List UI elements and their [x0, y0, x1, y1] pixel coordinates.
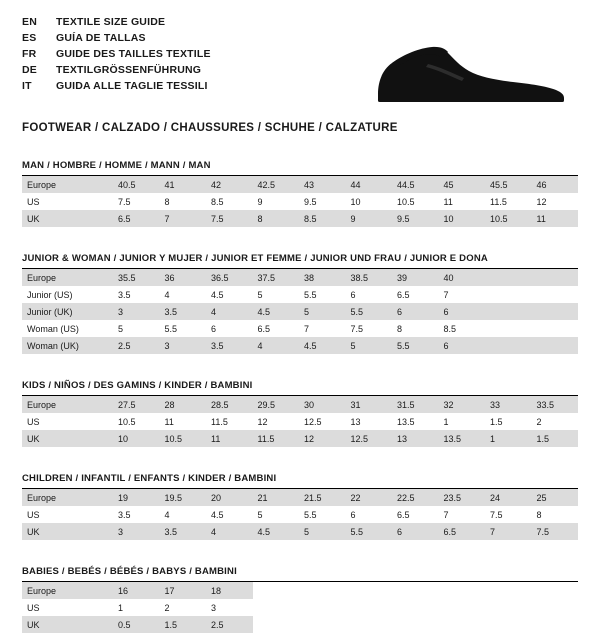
size-cell: 46 [532, 176, 579, 193]
size-cell: 7 [304, 323, 310, 334]
size-cell: 7 [485, 523, 532, 540]
size-cell: 12.5 [304, 416, 322, 427]
size-cell [532, 337, 579, 354]
size-cell: 4.5 [253, 523, 300, 540]
language-title: GUIDE DES TAILLES TEXTILE [56, 48, 211, 60]
size-cell: 29.5 [253, 396, 300, 413]
size-cell: 0.5 [113, 616, 160, 633]
section-title: BABIES / BEBÉS / BÉBÉS / BABYS / BAMBINI [22, 566, 578, 582]
size-cell: 8.5 [443, 323, 457, 334]
size-cell: 37.5 [253, 269, 300, 286]
language-row [22, 48, 211, 64]
size-cell: 25 [532, 489, 579, 506]
size-cell [346, 616, 393, 633]
size-cell: 3.5 [118, 509, 131, 520]
size-cell: 3 [113, 523, 160, 540]
dress-shoe-icon [368, 38, 568, 110]
section-children [22, 473, 578, 540]
size-cell [299, 616, 346, 633]
size-cell: 5 [346, 337, 393, 354]
size-cell: 19.5 [160, 489, 207, 506]
table-row [22, 396, 578, 413]
size-cell: 4 [164, 509, 170, 520]
size-cell: 10 [350, 196, 361, 207]
size-cell: 32 [439, 396, 486, 413]
size-cell [485, 320, 532, 337]
size-cell: 12 [257, 416, 268, 427]
row-label: UK [22, 616, 113, 633]
size-cell: 4 [206, 303, 253, 320]
size-cell: 5.5 [304, 509, 317, 520]
size-cell: 6 [392, 523, 439, 540]
size-cell: 43 [299, 176, 346, 193]
table-row [22, 616, 578, 633]
size-cell: 5 [299, 303, 346, 320]
language-code: DE [22, 64, 37, 76]
language-title: GUÍA DE TALLAS [56, 32, 146, 44]
document-header [22, 16, 578, 108]
row-label: Europe [22, 176, 113, 193]
size-table-babies [22, 582, 578, 633]
size-cell [439, 616, 486, 633]
language-code: IT [22, 80, 32, 92]
row-label: Junior (UK) [22, 303, 113, 320]
language-title-list-body [22, 16, 211, 96]
size-cell: 6.5 [439, 523, 486, 540]
size-cell: 4 [253, 337, 300, 354]
size-cell [532, 599, 579, 616]
table-row [22, 582, 578, 599]
size-cell: 5 [257, 289, 263, 300]
size-cell [532, 286, 579, 303]
size-cell: 33 [485, 396, 532, 413]
size-table-body [22, 269, 578, 354]
size-cell [485, 337, 532, 354]
size-table-kids [22, 396, 578, 447]
size-cell: 2.5 [206, 616, 253, 633]
size-cell [485, 616, 532, 633]
section-title: CHILDREN / INFANTIL / ENFANTS / KINDER / BAMBINI [22, 473, 578, 489]
size-cell: 11 [443, 196, 453, 207]
section-title: KIDS / NIÑOS / DES GAMINS / KINDER / BAMBINI [22, 380, 578, 396]
size-cell: 7.5 [118, 196, 131, 207]
size-cell: 20 [206, 489, 253, 506]
size-cell: 7.5 [532, 523, 579, 540]
size-cell [439, 599, 486, 616]
size-cell: 11.5 [490, 196, 507, 207]
language-code: EN [22, 16, 37, 28]
size-cell: 3.5 [160, 523, 207, 540]
size-cell [485, 286, 532, 303]
size-cell: 6 [211, 323, 217, 334]
size-cell: 7 [443, 509, 449, 520]
section-title: MAN / HOMBRE / HOMME / MANN / MAN [22, 160, 578, 176]
size-cell: 21.5 [299, 489, 346, 506]
row-label: US [27, 416, 40, 427]
size-cell: 22 [346, 489, 393, 506]
size-cell: 8.5 [211, 196, 224, 207]
size-cell: 36.5 [206, 269, 253, 286]
row-label: Europe [22, 489, 113, 506]
row-label: Woman (UK) [22, 337, 113, 354]
size-cell: 18 [206, 582, 253, 599]
size-cell: 4.5 [253, 303, 300, 320]
size-cell: 1 [118, 602, 124, 613]
size-cell: 11 [206, 430, 253, 447]
size-cell [392, 582, 439, 599]
size-cell: 3.5 [206, 337, 253, 354]
size-cell: 41 [160, 176, 207, 193]
table-row [22, 523, 578, 540]
size-cell: 11 [164, 416, 174, 427]
size-cell: 2 [536, 416, 542, 427]
size-cell: 8 [397, 323, 403, 334]
size-cell: 7.5 [206, 210, 253, 227]
size-cell [392, 599, 439, 616]
size-cell: 4 [164, 289, 170, 300]
size-cell: 3.5 [160, 303, 207, 320]
size-cell: 5.5 [346, 303, 393, 320]
size-cell: 21 [253, 489, 300, 506]
section-title: JUNIOR & WOMAN / JUNIOR Y MUJER / JUNIOR ET FEMME / JUNIOR UND FRAU / JUNIOR E DONA [22, 253, 578, 269]
size-cell: 39 [392, 269, 439, 286]
language-code: FR [22, 48, 37, 60]
row-label: Europe [22, 396, 113, 413]
size-cell: 8.5 [299, 210, 346, 227]
size-cell: 6.5 [113, 210, 160, 227]
size-cell: 19 [113, 489, 160, 506]
size-cell: 12 [536, 196, 547, 207]
size-cell: 5 [257, 509, 263, 520]
row-label: UK [22, 210, 113, 227]
size-cell [253, 616, 300, 633]
size-cell [346, 582, 393, 599]
size-cell: 23.5 [439, 489, 486, 506]
size-cell [299, 599, 346, 616]
size-cell: 4.5 [211, 509, 224, 520]
table-row [22, 337, 578, 354]
row-label: Junior (US) [27, 289, 73, 300]
row-label: US [27, 602, 40, 613]
size-cell: 2.5 [113, 337, 160, 354]
language-row [22, 80, 211, 96]
language-title: TEXTILGRÖSSENFÜHRUNG [56, 64, 202, 76]
size-cell [485, 582, 532, 599]
size-cell: 5.5 [392, 337, 439, 354]
size-cell: 6.5 [397, 509, 410, 520]
size-cell: 7.5 [350, 323, 364, 334]
size-cell: 10.5 [118, 416, 136, 427]
size-cell: 3 [113, 303, 160, 320]
language-row [22, 32, 211, 48]
size-cell [439, 582, 486, 599]
size-cell: 6.5 [257, 323, 271, 334]
table-row [22, 303, 578, 320]
size-cell: 6 [439, 337, 486, 354]
size-cell: 11 [532, 210, 579, 227]
table-row [22, 269, 578, 286]
size-cell: 16 [113, 582, 160, 599]
size-cell: 12 [299, 430, 346, 447]
size-cell: 27.5 [113, 396, 160, 413]
size-cell: 3 [211, 602, 217, 613]
size-cell: 10.5 [397, 196, 415, 207]
table-row [22, 320, 578, 337]
language-title-list [22, 16, 211, 96]
size-cell: 35.5 [113, 269, 160, 286]
size-cell [392, 616, 439, 633]
page-title: FOOTWEAR / CALZADO / CHAUSSURES / SCHUHE / CALZATURE [22, 122, 398, 134]
section-man [22, 160, 578, 227]
size-table-body [22, 176, 578, 227]
size-cell: 13 [350, 416, 361, 427]
size-cell: 6.5 [397, 289, 410, 300]
size-cell: 44.5 [392, 176, 439, 193]
size-cell: 12.5 [346, 430, 393, 447]
size-cell: 10 [439, 210, 486, 227]
size-table-children [22, 489, 578, 540]
size-cell: 9 [346, 210, 393, 227]
size-cell: 38.5 [346, 269, 393, 286]
size-table-body [22, 582, 578, 633]
size-cell: 44 [346, 176, 393, 193]
size-cell: 6 [350, 509, 356, 520]
size-cell: 6 [392, 303, 439, 320]
size-cell [532, 616, 579, 633]
size-cell: 5 [299, 523, 346, 540]
size-table-body [22, 489, 578, 540]
size-cell: 7 [443, 289, 449, 300]
size-cell: 1.5 [532, 430, 579, 447]
language-row [22, 16, 211, 32]
row-label: Europe [22, 269, 113, 286]
size-cell: 24 [485, 489, 532, 506]
size-cell [485, 269, 532, 286]
size-cell [299, 582, 346, 599]
language-code: ES [22, 32, 37, 44]
size-cell: 5 [118, 323, 124, 334]
table-row [22, 430, 578, 447]
row-label: UK [22, 430, 113, 447]
size-cell: 8 [253, 210, 300, 227]
size-cell: 1 [485, 430, 532, 447]
size-cell [532, 582, 579, 599]
size-cell: 4 [206, 523, 253, 540]
size-cell: 11.5 [253, 430, 300, 447]
size-cell: 10.5 [160, 430, 207, 447]
size-cell: 6 [439, 303, 486, 320]
size-table-junior-woman [22, 269, 578, 354]
size-cell: 2 [164, 602, 170, 613]
size-cell: 5.5 [164, 323, 178, 334]
table-row [22, 599, 578, 616]
size-cell: 17 [160, 582, 207, 599]
size-cell: 42.5 [253, 176, 300, 193]
size-cell [485, 599, 532, 616]
size-cell: 22.5 [392, 489, 439, 506]
language-title: GUIDA ALLE TAGLIE TESSILI [56, 80, 208, 92]
table-row [22, 210, 578, 227]
size-cell: 45.5 [485, 176, 532, 193]
size-cell: 1.5 [160, 616, 207, 633]
size-cell: 36 [160, 269, 207, 286]
size-cell: 8 [536, 509, 542, 520]
size-cell: 28 [160, 396, 207, 413]
row-label: Europe [22, 582, 113, 599]
size-cell: 40 [439, 269, 486, 286]
size-cell: 9.5 [392, 210, 439, 227]
section-kids [22, 380, 578, 447]
table-row [22, 506, 578, 523]
table-row [22, 176, 578, 193]
size-cell [532, 269, 579, 286]
size-cell: 13.5 [397, 416, 415, 427]
table-row [22, 193, 578, 210]
size-cell: 31.5 [392, 396, 439, 413]
section-junior-woman [22, 253, 578, 354]
row-label: UK [22, 523, 113, 540]
table-row [22, 286, 578, 303]
size-cell: 38 [299, 269, 346, 286]
size-cell: 33.5 [532, 396, 579, 413]
language-title: TEXTILE SIZE GUIDE [56, 16, 166, 28]
size-cell: 4.5 [299, 337, 346, 354]
size-cell: 10 [113, 430, 160, 447]
size-cell: 5.5 [346, 523, 393, 540]
table-row [22, 489, 578, 506]
size-cell: 11.5 [211, 416, 228, 427]
row-label: Woman (US) [27, 323, 79, 334]
size-table-man [22, 176, 578, 227]
size-cell [532, 320, 579, 337]
size-cell: 42 [206, 176, 253, 193]
size-cell: 31 [346, 396, 393, 413]
table-row [22, 413, 578, 430]
size-cell: 5.5 [304, 289, 317, 300]
size-cell: 9.5 [304, 196, 317, 207]
size-cell [532, 303, 579, 320]
size-cell: 1 [443, 416, 449, 427]
size-cell: 7.5 [490, 509, 503, 520]
size-cell: 3 [160, 337, 207, 354]
size-cell: 9 [257, 196, 263, 207]
size-cell [485, 303, 532, 320]
size-cell: 10.5 [485, 210, 532, 227]
size-cell: 28.5 [206, 396, 253, 413]
size-cell: 1.5 [490, 416, 503, 427]
size-cell [253, 599, 300, 616]
language-row [22, 64, 211, 80]
size-cell [253, 582, 300, 599]
size-cell: 30 [299, 396, 346, 413]
size-table-body [22, 396, 578, 447]
size-cell: 6 [350, 289, 356, 300]
size-cell: 13.5 [439, 430, 486, 447]
size-cell: 40.5 [113, 176, 160, 193]
size-cell: 13 [392, 430, 439, 447]
size-cell: 7 [160, 210, 207, 227]
size-cell: 4.5 [211, 289, 224, 300]
row-label: US [27, 196, 40, 207]
size-cell: 45 [439, 176, 486, 193]
size-cell [346, 599, 393, 616]
size-cell: 3.5 [118, 289, 131, 300]
row-label: US [27, 509, 40, 520]
size-cell: 8 [164, 196, 170, 207]
